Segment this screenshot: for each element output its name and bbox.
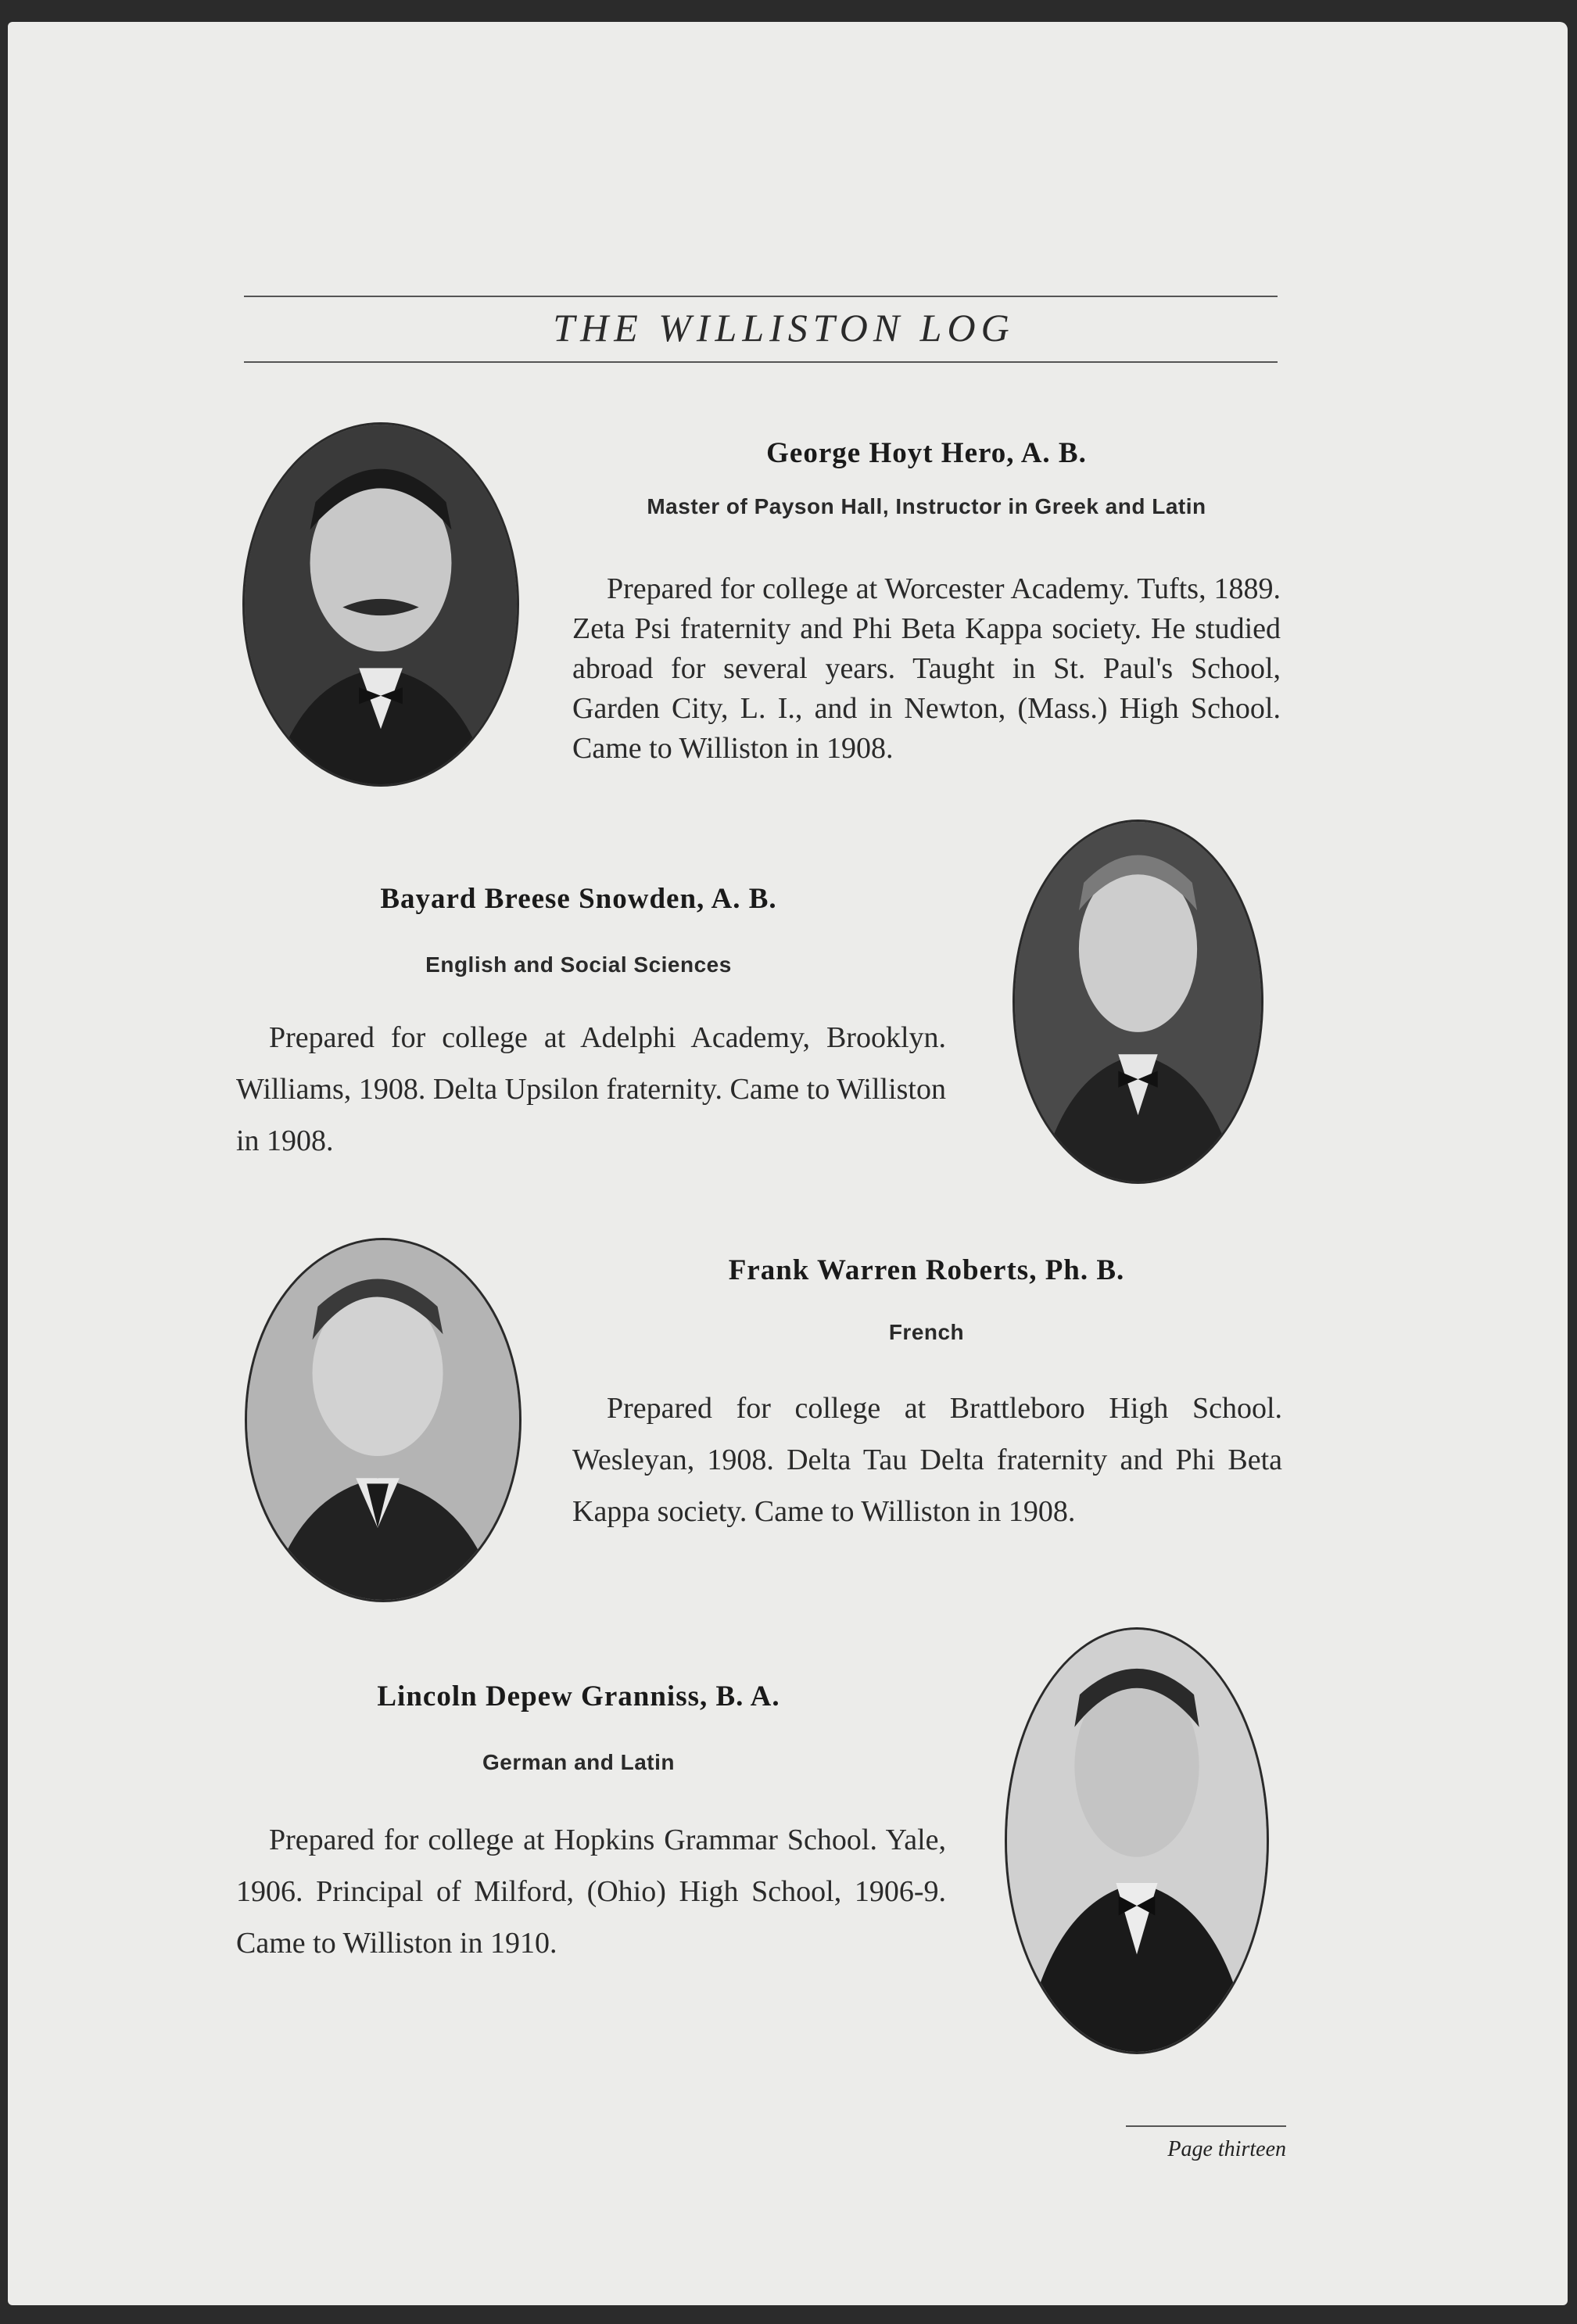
header-rule-bottom: [244, 361, 1278, 363]
entry-2-name: Bayard Breese Snowden, A. B.: [380, 883, 777, 915]
entry-3-bio: Prepared for college at Brattleboro High School. Wesleyan, 1908. Delta Tau Delta fraternity and Phi Beta Kappa society. Came to Williston in 1908.: [572, 1392, 1282, 1528]
entry-4-name: Lincoln Depew Granniss, B. A.: [377, 1680, 780, 1713]
page-header-title: THE WILLISTON LOG: [553, 306, 1015, 350]
entry-1-name: George Hoyt Hero, A. B.: [766, 437, 1087, 469]
entry-3-name: Frank Warren Roberts, Ph. B.: [728, 1254, 1125, 1286]
portrait-george-hoyt-hero: [242, 422, 519, 787]
portrait-bayard-breese-snowden: [1013, 819, 1263, 1184]
page-number: Page thirteen: [1167, 2137, 1286, 2161]
entry-2-bio: Prepared for college at Adelphi Academy, Brooklyn. Williams, 1908. Delta Upsilon fraternity. Came to Williston in 1908.: [236, 1021, 946, 1157]
portrait-lincoln-depew-granniss: [1005, 1627, 1269, 2054]
entry-2-subject: English and Social Sciences: [425, 952, 732, 977]
entry-3-subject: French: [888, 1320, 965, 1344]
entry-1-bio: Prepared for college at Worcester Academy. Tufts, 1889. Zeta Psi fraternity and Phi Beta Kappa society. He studied abroad for several years. Taught in St. Paul's School, Garden City, L. I., and in Newton, (Mass.) High School. Came to Williston in 1908.: [572, 572, 1281, 765]
entry-4-subject: German and Latin: [482, 1750, 676, 1774]
portrait-frank-warren-roberts: [245, 1238, 521, 1602]
entry-1-subject: Master of Payson Hall, Instructor in Greek and Latin: [647, 494, 1206, 518]
document-page: [8, 22, 1568, 2305]
header-rule-top: [244, 296, 1278, 297]
entry-4-bio: Prepared for college at Hopkins Grammar School. Yale, 1906. Principal of Milford, (Ohio) High School, 1906-9. Came to Williston in 1910.: [236, 1824, 946, 1960]
footer-rule: [1126, 2125, 1286, 2127]
